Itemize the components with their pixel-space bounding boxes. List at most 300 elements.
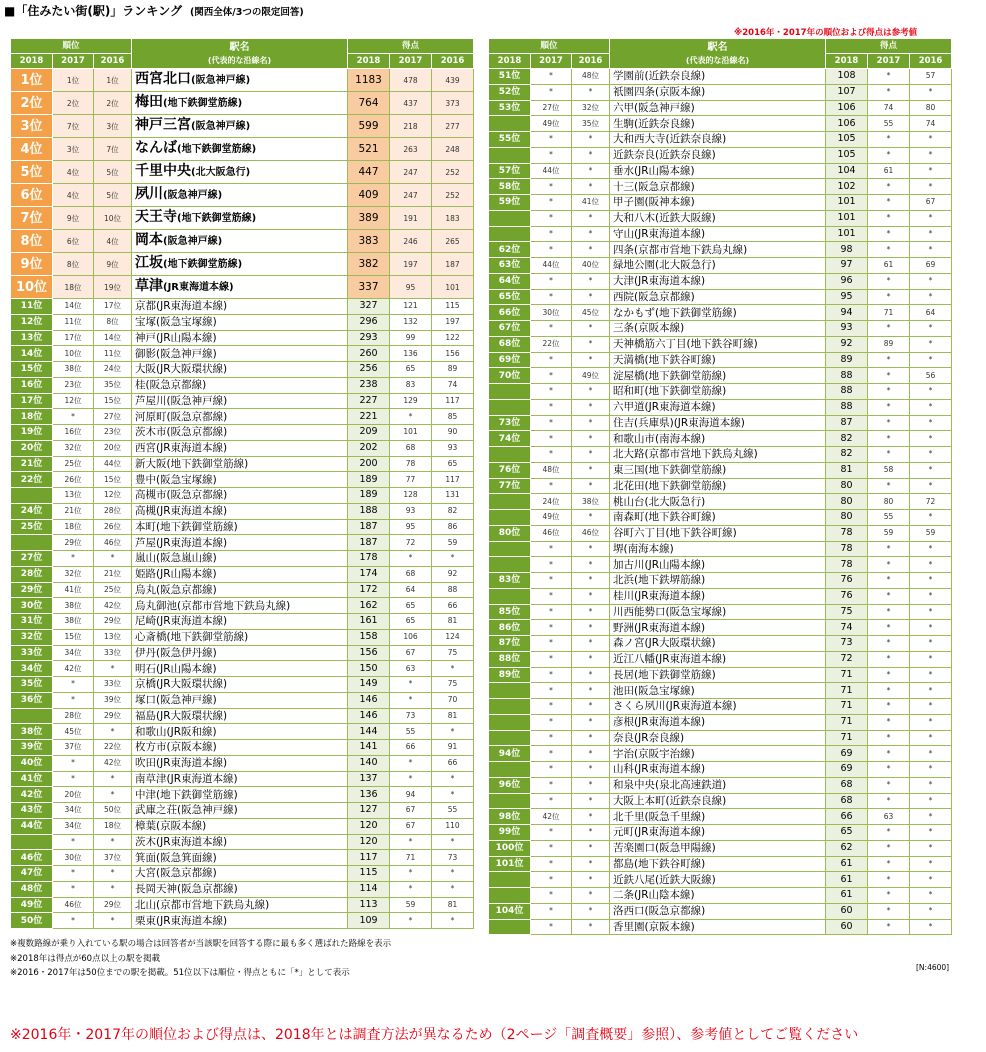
rank-2018: 4位 <box>11 138 53 161</box>
score-2016: * <box>910 163 952 179</box>
score-2016: 59 <box>432 535 474 551</box>
rank-2016: 7位 <box>94 138 132 161</box>
line-name: (地下鉄御堂筋線) <box>644 479 727 492</box>
rank-2018: 21位 <box>11 456 53 472</box>
rank-2016: 42位 <box>94 598 132 614</box>
rank-2018: 29位 <box>11 582 53 598</box>
station-name <box>132 645 348 661</box>
score-2017: 63 <box>868 809 910 825</box>
line-name: (地下鉄谷町線) <box>644 353 716 366</box>
line-name: (地下鉄御堂筋線) <box>634 668 716 681</box>
table-row <box>489 793 952 809</box>
table-row <box>11 724 474 740</box>
rank-2017: * <box>531 415 572 431</box>
score-2016: 85 <box>432 409 474 425</box>
score-2017: * <box>868 210 910 226</box>
station: 茨木市 <box>135 426 167 439</box>
table-row <box>489 510 952 526</box>
table-row <box>11 409 474 425</box>
footnote: ※2016・2017年は50位までの駅を掲載。51位以下は順位・得点ともに「*」として表示 <box>10 968 350 978</box>
line-name: (阪急宝塚線) <box>156 316 217 329</box>
score-2018: 189 <box>348 488 390 504</box>
station-name <box>610 777 826 793</box>
score-2017: 64 <box>390 582 432 598</box>
station-name <box>132 566 348 582</box>
score-2017: 65 <box>390 598 432 614</box>
table-row <box>489 305 952 321</box>
line-name: (JR阪和線) <box>166 725 217 738</box>
rank-2016: * <box>572 762 610 778</box>
score-2018: 74 <box>826 620 868 636</box>
rank-2017: * <box>531 447 572 463</box>
station: 西宮 <box>135 442 157 455</box>
rank-2016: 14位 <box>94 330 132 346</box>
rank-2018: 55位 <box>489 132 531 148</box>
rank-2017: 38位 <box>53 614 94 630</box>
station: 大和西大寺 <box>613 133 666 146</box>
table-row <box>489 494 952 510</box>
score-2017: 247 <box>390 184 432 207</box>
score-2018: 71 <box>826 667 868 683</box>
score-2016: 74 <box>432 377 474 393</box>
score-2016: 122 <box>432 330 474 346</box>
station-name <box>610 100 826 116</box>
rank-2016: * <box>572 415 610 431</box>
score-2016: 187 <box>432 253 474 276</box>
rank-2016: * <box>572 636 610 652</box>
line-name: (JR山陽本線) <box>156 568 217 581</box>
rank-2017: * <box>531 651 572 667</box>
line-name: (JR東海道本線) <box>634 826 706 839</box>
rank-2016: 28位 <box>94 503 132 519</box>
score-2018: 82 <box>826 431 868 447</box>
station-name <box>132 456 348 472</box>
rank-2017: * <box>531 541 572 557</box>
score-2016: 110 <box>432 818 474 834</box>
score-2017: * <box>868 762 910 778</box>
score-2016: * <box>910 809 952 825</box>
rank-2016: * <box>94 834 132 850</box>
rank-2016: 21位 <box>94 566 132 582</box>
station: 大阪 <box>135 363 157 376</box>
line-name: (JR東海道本線) <box>156 757 228 770</box>
rank-2017: * <box>531 147 572 163</box>
station-name <box>610 525 826 541</box>
rank-2017: 25位 <box>53 456 94 472</box>
score-2016: * <box>910 762 952 778</box>
score-2018: 260 <box>348 346 390 362</box>
station-name <box>610 116 826 132</box>
station: 岡本 <box>135 232 164 248</box>
score-2016: 66 <box>432 755 474 771</box>
rank-2016: * <box>94 771 132 787</box>
station-name <box>610 147 826 163</box>
score-2017: 66 <box>390 740 432 756</box>
station-name <box>610 352 826 368</box>
line-name: (阪急伊丹線) <box>156 646 217 659</box>
station-name <box>610 840 826 856</box>
line-name: (地下鉄御堂筋線) <box>177 144 257 155</box>
station: 伊丹 <box>135 646 157 659</box>
score-2018: 71 <box>826 714 868 730</box>
header-2016: 2016 <box>94 54 132 69</box>
station-name <box>610 746 826 762</box>
score-2016: 64 <box>910 305 952 321</box>
station: 六甲 <box>613 101 635 114</box>
table-row <box>489 636 952 652</box>
score-2016: 82 <box>432 503 474 519</box>
station-name <box>610 84 826 100</box>
line-name: (北大阪急行) <box>191 167 251 178</box>
station: 西宮北口 <box>135 71 192 87</box>
line-name: (阪急京都線) <box>156 867 217 880</box>
score-2016: 73 <box>432 850 474 866</box>
score-2016: 117 <box>432 472 474 488</box>
rank-2016: * <box>572 588 610 604</box>
score-2018: 188 <box>348 503 390 519</box>
score-2016: 156 <box>432 346 474 362</box>
rank-2017: 28位 <box>53 708 94 724</box>
table-row <box>11 425 474 441</box>
table-row <box>11 740 474 756</box>
table-row <box>11 677 474 693</box>
line-name: (地下鉄御堂筋線) <box>644 464 727 477</box>
table-row <box>489 809 952 825</box>
station: 森ノ宮 <box>613 637 645 650</box>
rank-2017: 46位 <box>53 897 94 913</box>
line-name: (阪急京都線) <box>634 290 695 303</box>
rank-2017: * <box>531 714 572 730</box>
rank-2017: 42位 <box>531 809 572 825</box>
score-2017: * <box>390 551 432 567</box>
rank-2018 <box>489 699 531 715</box>
rank-2018: 50位 <box>11 913 53 929</box>
line-name: (近鉄奈良線) <box>665 794 727 807</box>
line-name: (JR東海道本線) <box>634 716 706 729</box>
line-name: (阪急宝塚線) <box>634 684 695 697</box>
score-2017: * <box>868 903 910 919</box>
table-row <box>11 253 474 276</box>
station: 長居 <box>613 668 635 681</box>
table-row <box>489 651 952 667</box>
station-name <box>132 614 348 630</box>
score-2017: 68 <box>390 440 432 456</box>
table-row <box>11 115 474 138</box>
station: 桃山台 <box>613 495 645 508</box>
rank-2016: 29位 <box>94 614 132 630</box>
rank-2017: * <box>531 588 572 604</box>
score-2016: * <box>910 888 952 904</box>
rank-2016: * <box>572 336 610 352</box>
rank-2016: 5位 <box>94 161 132 184</box>
table-row <box>11 393 474 409</box>
score-2018: 68 <box>826 793 868 809</box>
score-2016: * <box>910 636 952 652</box>
rank-2016: 8位 <box>94 314 132 330</box>
table-row <box>489 462 952 478</box>
score-2016: * <box>910 210 952 226</box>
score-2018: 113 <box>348 897 390 913</box>
line-name: (JR山陽本線) <box>156 331 217 344</box>
table-row <box>11 184 474 207</box>
rank-2018 <box>489 510 531 526</box>
station-name <box>610 730 826 746</box>
station-name <box>132 138 348 161</box>
score-2017: 95 <box>390 519 432 535</box>
rank-2018: 57位 <box>489 163 531 179</box>
table-row <box>11 314 474 330</box>
rank-2016: 22位 <box>94 740 132 756</box>
line-name: (京都市営地下鉄烏丸線) <box>156 898 270 911</box>
station: 梅田 <box>135 94 164 110</box>
rank-2017: 17位 <box>53 330 94 346</box>
score-2018: 94 <box>826 305 868 321</box>
rank-2016: * <box>572 872 610 888</box>
rank-2018: 44位 <box>11 818 53 834</box>
station-name <box>610 69 826 85</box>
score-2017: 121 <box>390 299 432 315</box>
score-2018: 101 <box>826 195 868 211</box>
score-2018: 144 <box>348 724 390 740</box>
line-name: (北大阪急行) <box>655 259 716 272</box>
rank-2018: 104位 <box>489 903 531 919</box>
score-2018: 137 <box>348 771 390 787</box>
line-name: (JR東海道本線) <box>644 401 716 414</box>
rank-2017: 6位 <box>53 230 94 253</box>
rank-2017: 24位 <box>531 494 572 510</box>
rank-2016: 50位 <box>94 803 132 819</box>
table-row <box>11 566 474 582</box>
rank-2016: * <box>572 840 610 856</box>
rank-2018: 53位 <box>489 100 531 116</box>
header-score-2017: 2017 <box>390 54 432 69</box>
rank-2016: 33位 <box>94 645 132 661</box>
score-2017: 197 <box>390 253 432 276</box>
score-2018: 136 <box>348 787 390 803</box>
line-name: (地下鉄谷町線) <box>686 338 758 351</box>
rank-2016: * <box>572 147 610 163</box>
line-name: (JR東海道本線) <box>156 300 228 313</box>
rank-2016: 9位 <box>94 253 132 276</box>
line-name: (地下鉄堺筋線) <box>634 574 706 587</box>
line-name: (南海本線) <box>623 542 674 555</box>
table-row <box>11 897 474 913</box>
line-name: (JR山陽本線) <box>156 662 217 675</box>
score-2016: 197 <box>432 314 474 330</box>
score-2016: * <box>432 771 474 787</box>
table-row <box>489 69 952 85</box>
score-2017: 65 <box>390 362 432 378</box>
score-2018: 80 <box>826 510 868 526</box>
station: 箕面 <box>135 851 157 864</box>
table-row <box>489 573 952 589</box>
station: 北大路 <box>613 448 645 461</box>
station: 香里園 <box>613 920 645 933</box>
score-2016: * <box>432 834 474 850</box>
score-2016: 248 <box>432 138 474 161</box>
rank-2017: * <box>531 321 572 337</box>
station-name <box>610 305 826 321</box>
score-2016: * <box>910 903 952 919</box>
score-2016: 80 <box>910 100 952 116</box>
station-name <box>610 683 826 699</box>
rank-2017: 34位 <box>53 803 94 819</box>
rank-2016: 15位 <box>94 393 132 409</box>
rank-2017: 13位 <box>53 488 94 504</box>
table-row <box>489 147 952 163</box>
station: 嵐山 <box>135 552 157 565</box>
rank-2017: 20位 <box>53 787 94 803</box>
score-2017: * <box>868 651 910 667</box>
rank-2017: 49位 <box>531 510 572 526</box>
rank-2016: * <box>572 620 610 636</box>
score-2018: 92 <box>826 336 868 352</box>
rank-2017: 11位 <box>53 314 94 330</box>
score-2016: * <box>432 866 474 882</box>
station-name <box>132 551 348 567</box>
header-score: 得点 <box>348 39 474 54</box>
score-2017: * <box>868 825 910 841</box>
table-row <box>489 683 952 699</box>
header-station: 駅名 (代表的な沿線名) <box>132 39 348 69</box>
rank-2017: * <box>531 840 572 856</box>
rank-2017: * <box>531 289 572 305</box>
station: 長岡天神 <box>135 883 178 896</box>
line-name: (JR東海道本線) <box>634 275 706 288</box>
score-2018: 105 <box>826 132 868 148</box>
score-2017: * <box>868 699 910 715</box>
station: 宇治 <box>613 747 635 760</box>
score-2016: * <box>910 226 952 242</box>
station: 大阪上本町 <box>613 794 666 807</box>
rank-2018: 13位 <box>11 330 53 346</box>
line-name: (阪急京都線) <box>166 426 228 439</box>
line-name: (阪急甲陽線) <box>655 842 716 855</box>
station: 池田 <box>613 684 635 697</box>
rank-2016: * <box>572 714 610 730</box>
rank-2016: * <box>572 746 610 762</box>
station: 中津 <box>135 788 157 801</box>
line-name: (近鉄大阪線) <box>655 873 716 886</box>
rank-2017: 26位 <box>53 472 94 488</box>
station: 和歌山 <box>135 725 167 738</box>
rank-2016: * <box>572 399 610 415</box>
score-2017: * <box>390 881 432 897</box>
score-2016: 65 <box>432 456 474 472</box>
score-2018: 68 <box>826 777 868 793</box>
station: 本町 <box>135 520 157 533</box>
score-2016: 69 <box>910 258 952 274</box>
station: 三条 <box>613 322 635 335</box>
station-name <box>610 919 826 935</box>
rank-2017: * <box>53 881 94 897</box>
rank-2016: * <box>572 919 610 935</box>
rank-2016: * <box>572 210 610 226</box>
rank-2018: 6位 <box>11 184 53 207</box>
table-row <box>11 276 474 299</box>
rank-2017: * <box>531 242 572 258</box>
header-score-2016: 2016 <box>910 54 952 69</box>
score-2017: 246 <box>390 230 432 253</box>
rank-2018 <box>489 147 531 163</box>
rank-2016: 45位 <box>572 305 610 321</box>
score-2018: 93 <box>826 321 868 337</box>
line-name: (地下鉄谷町線) <box>634 857 706 870</box>
station-name <box>132 661 348 677</box>
score-2018: 383 <box>348 230 390 253</box>
rank-2016: 2位 <box>94 92 132 115</box>
rank-2016: * <box>94 913 132 929</box>
score-2018: 189 <box>348 472 390 488</box>
station: 姫路 <box>135 568 157 581</box>
rank-2018: 85位 <box>489 604 531 620</box>
station-name <box>132 276 348 299</box>
score-2016: 74 <box>910 116 952 132</box>
station-name <box>132 299 348 315</box>
rank-2016: * <box>572 541 610 557</box>
rank-2018: 96位 <box>489 777 531 793</box>
rank-2017: * <box>531 478 572 494</box>
rank-2016: 46位 <box>94 535 132 551</box>
score-2018: 95 <box>826 289 868 305</box>
station-name <box>610 636 826 652</box>
station: 淀屋橋 <box>613 369 645 382</box>
rank-2017: 46位 <box>531 525 572 541</box>
station-name <box>610 336 826 352</box>
score-2016: 89 <box>432 362 474 378</box>
line-name: (近鉄奈良線) <box>634 117 695 130</box>
score-2016: * <box>432 661 474 677</box>
rank-2018: 22位 <box>11 472 53 488</box>
score-2018: 115 <box>348 866 390 882</box>
line-name: (京阪本線) <box>644 920 695 933</box>
rank-2017: 30位 <box>531 305 572 321</box>
line-name: (阪急箕面線) <box>156 851 217 864</box>
rank-2016: * <box>94 866 132 882</box>
score-2018: 87 <box>826 415 868 431</box>
station-name <box>132 92 348 115</box>
score-2017: 80 <box>868 494 910 510</box>
score-2017: * <box>868 289 910 305</box>
station: 樟葉 <box>135 820 157 833</box>
score-2018: 88 <box>826 399 868 415</box>
score-2016: * <box>910 462 952 478</box>
station: 御影 <box>135 347 157 360</box>
rank-2018 <box>489 399 531 415</box>
score-2018: 382 <box>348 253 390 276</box>
line-name: (JR大阪環状線) <box>156 678 228 691</box>
station-name <box>610 604 826 620</box>
rank-2017: * <box>531 825 572 841</box>
rank-2017: * <box>531 273 572 289</box>
station-name <box>132 184 348 207</box>
rank-2017: * <box>531 132 572 148</box>
rank-2016: * <box>572 132 610 148</box>
score-2016: * <box>910 840 952 856</box>
rank-2018: 9位 <box>11 253 53 276</box>
rank-2018: 7位 <box>11 207 53 230</box>
line-name: (JR東海道本線) <box>634 590 706 603</box>
line-name: (地下鉄御堂筋線) <box>156 520 238 533</box>
station: 住吉 <box>613 416 635 429</box>
score-2017: * <box>868 856 910 872</box>
rank-2017: * <box>531 699 572 715</box>
line-name: (地下鉄御堂筋線) <box>644 385 727 398</box>
rank-2018 <box>489 888 531 904</box>
rank-2016: * <box>572 321 610 337</box>
station-name <box>132 425 348 441</box>
station-name <box>610 762 826 778</box>
